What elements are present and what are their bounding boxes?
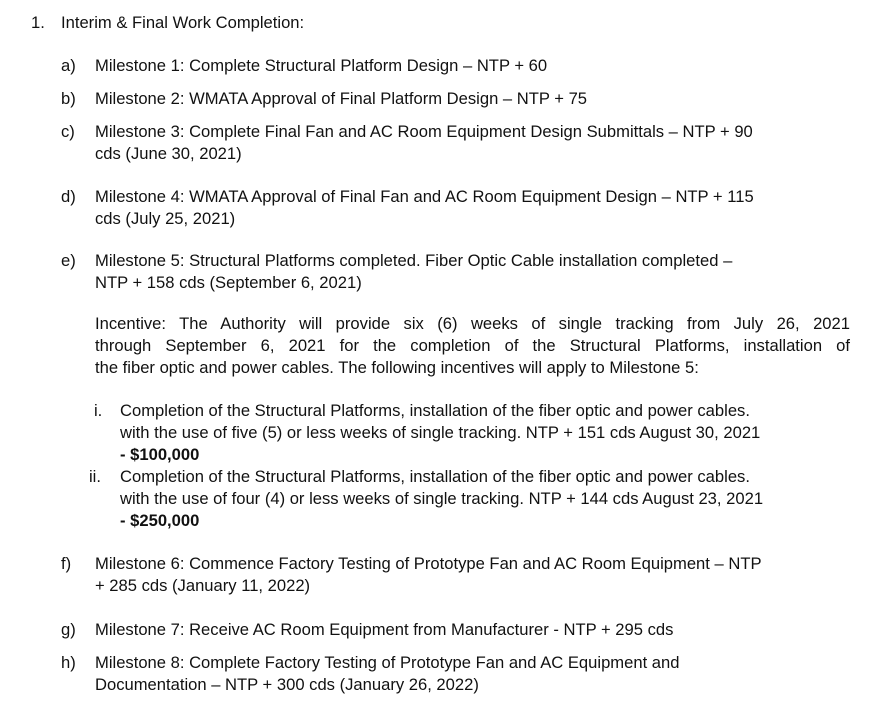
incentive-line: Incentive: The Authority will provide six (6) weeks of single tracking from July 26, 2021	[95, 314, 850, 333]
milestone-label: b)	[61, 89, 76, 108]
milestone-label: d)	[61, 187, 76, 206]
milestone-text-line: Milestone 4: WMATA Approval of Final Fan and AC Room Equipment Design – NTP + 115	[95, 187, 754, 206]
milestone-text-line: Milestone 7: Receive AC Room Equipment from Manufacturer - NTP + 295 cds	[95, 620, 674, 639]
milestone-label: h)	[61, 653, 76, 672]
incentive-item-line: with the use of four (4) or less weeks of single tracking. NTP + 144 cds August 23, 2021	[120, 489, 764, 508]
milestone-label: a)	[61, 56, 76, 75]
incentive-item-label: i.	[94, 401, 103, 420]
milestone-label: f)	[61, 554, 72, 573]
section-number: 1.	[31, 13, 45, 32]
incentive-line: the fiber optic and power cables. The following incentives will apply to Milestone 5:	[95, 358, 699, 377]
milestone-text-line: Documentation – NTP + 300 cds (January 26, 2022)	[95, 675, 479, 694]
milestone-text-line: + 285 cds (January 11, 2022)	[95, 576, 311, 595]
milestone-text-line: cds (July 25, 2021)	[95, 209, 236, 228]
milestone-label: c)	[61, 122, 75, 141]
section-title: Interim & Final Work Completion:	[61, 13, 305, 32]
milestone-text-line: NTP + 158 cds (September 6, 2021)	[95, 273, 362, 292]
incentive-item-line: Completion of the Structural Platforms, installation of the fiber optic and power cables.	[120, 401, 750, 420]
milestone-text-line: Milestone 5: Structural Platforms completed. Fiber Optic Cable installation completed –	[95, 251, 733, 270]
milestone-label: g)	[61, 620, 76, 639]
incentive-item-label: ii.	[89, 467, 101, 486]
incentive-amount: - $100,000	[120, 445, 200, 464]
incentive-line: through September 6, 2021 for the completion of the Structural Platforms, installation of	[95, 336, 850, 355]
milestone-text-line: Milestone 1: Complete Structural Platform Design – NTP + 60	[95, 56, 548, 75]
milestone-label: e)	[61, 251, 76, 270]
milestone-text-line: cds (June 30, 2021)	[95, 144, 242, 163]
incentive-item-line: with the use of five (5) or less weeks of single tracking. NTP + 151 cds August 30, 2021	[120, 423, 761, 442]
incentive-item-line: Completion of the Structural Platforms, installation of the fiber optic and power cables.	[120, 467, 750, 486]
incentive-amount: - $250,000	[120, 511, 200, 530]
milestone-text-line: Milestone 2: WMATA Approval of Final Platform Design – NTP + 75	[95, 89, 588, 108]
milestone-text-line: Milestone 3: Complete Final Fan and AC Room Equipment Design Submittals – NTP + 90	[95, 122, 753, 141]
milestone-text-line: Milestone 8: Complete Factory Testing of Prototype Fan and AC Equipment and	[95, 653, 680, 672]
milestone-text-line: Milestone 6: Commence Factory Testing of Prototype Fan and AC Room Equipment – NTP	[95, 554, 762, 573]
